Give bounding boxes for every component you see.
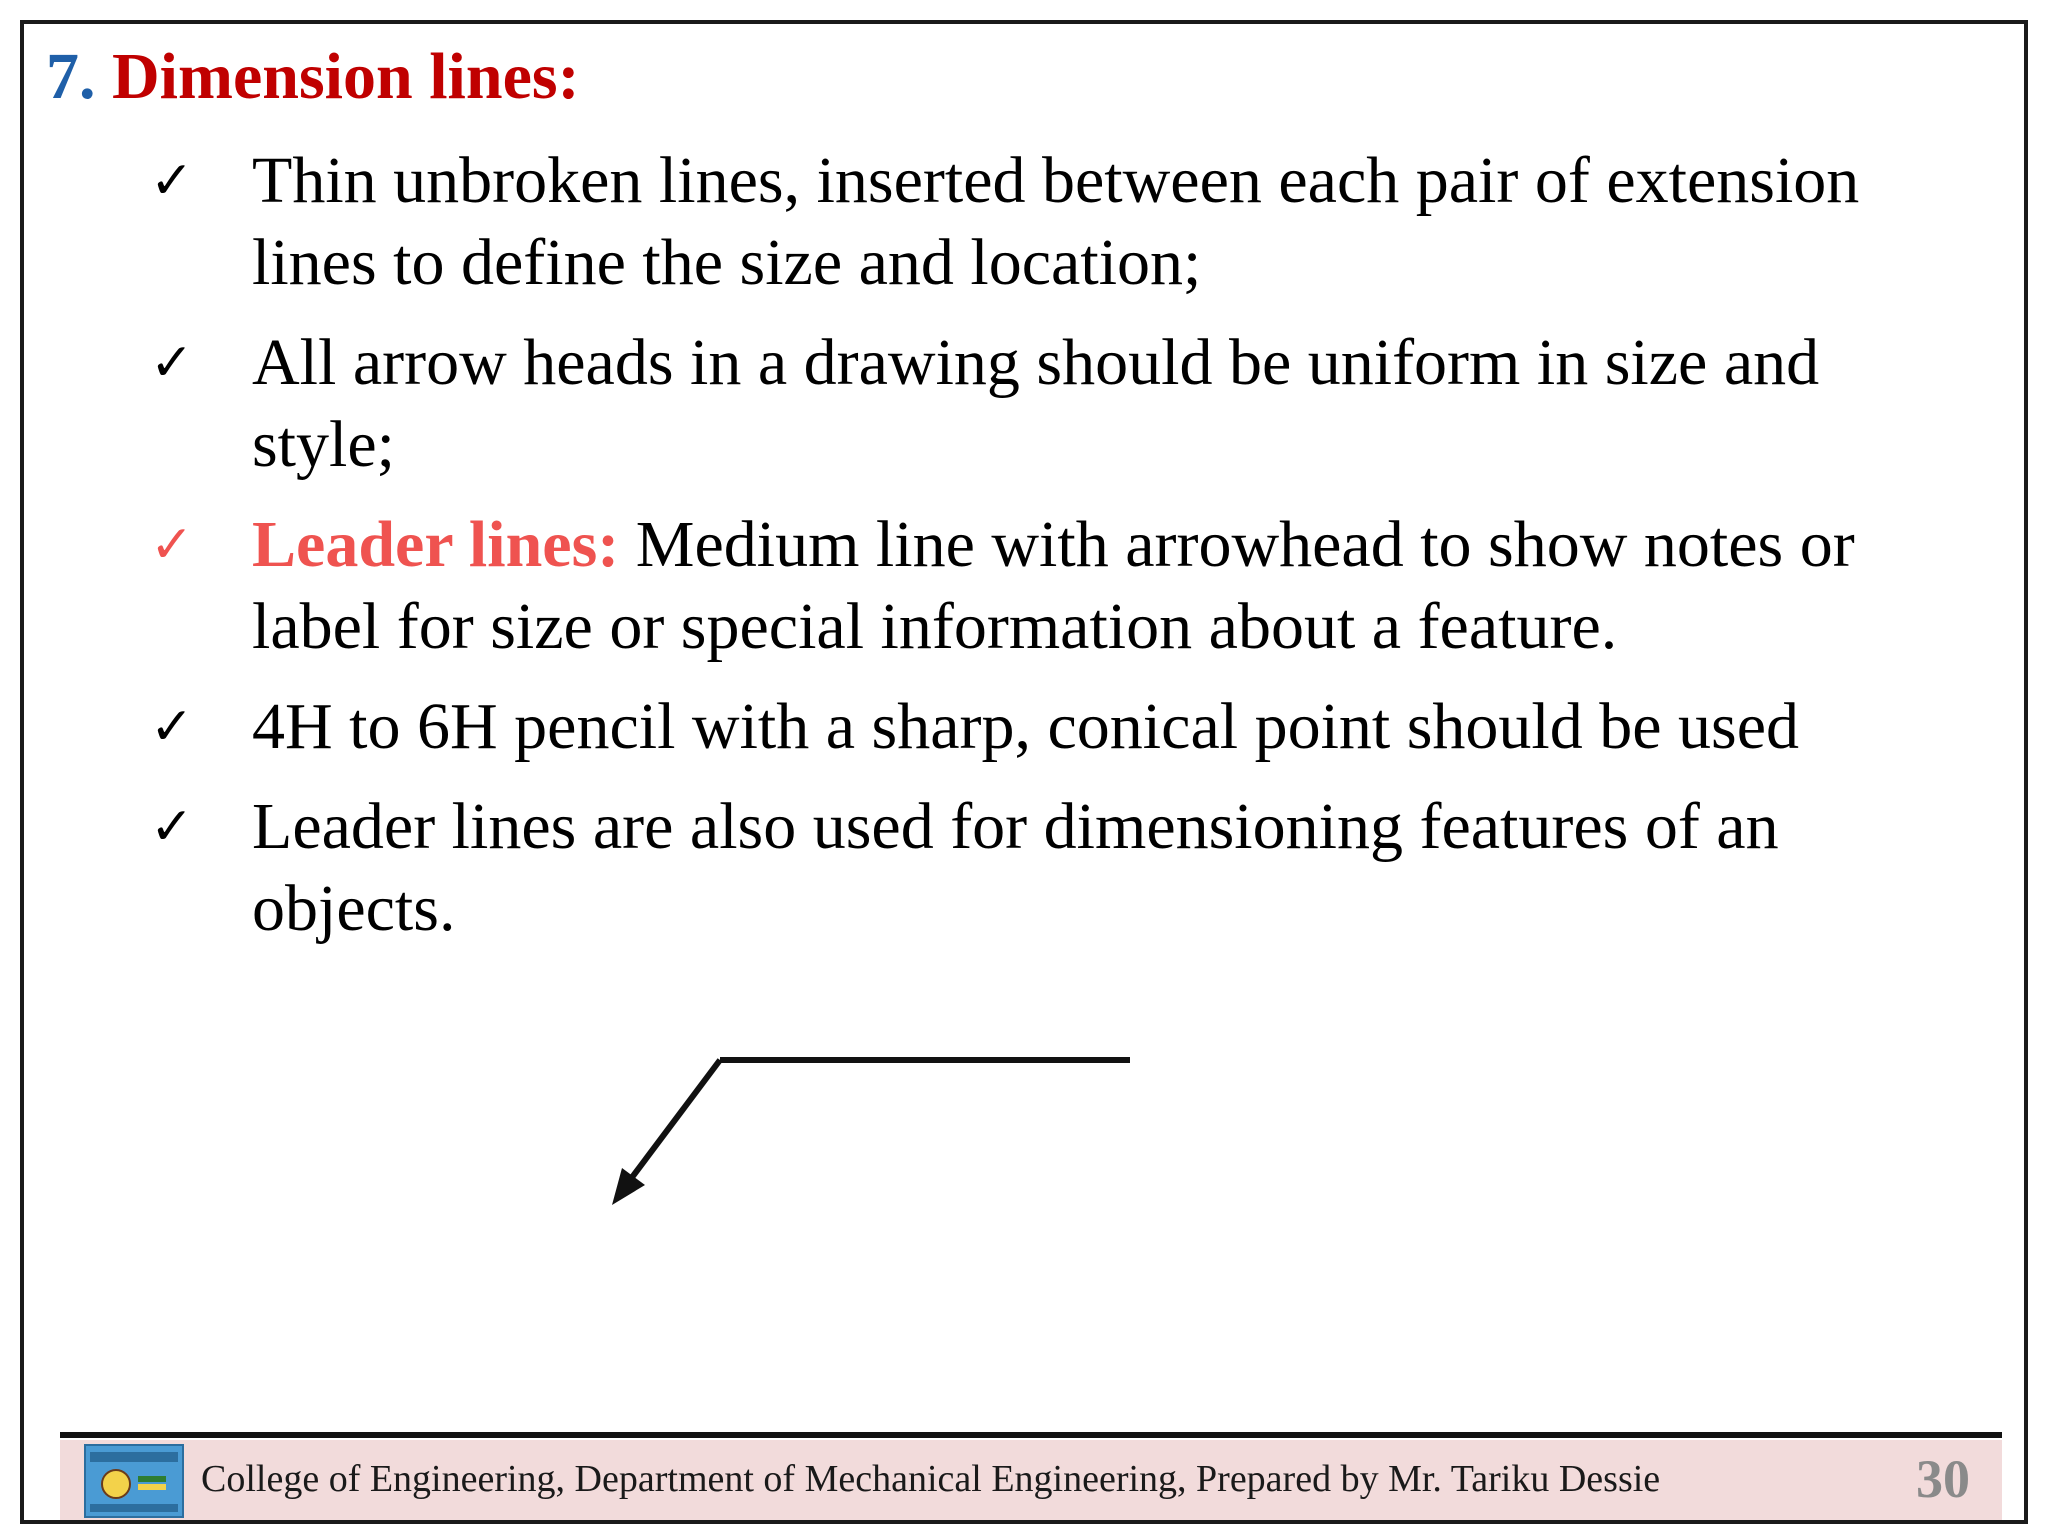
footer-rule xyxy=(60,1432,2002,1438)
check-icon: ✓ xyxy=(150,151,194,211)
footer xyxy=(60,1440,2002,1520)
bullet-text: All arrow heads in a drawing should be uniform in size and style; xyxy=(252,326,1820,481)
page-number: 30 xyxy=(1916,1449,1970,1509)
leader-line-arrow-icon xyxy=(600,1040,1180,1260)
check-icon: ✓ xyxy=(150,333,194,393)
footer-text: College of Engineering, Department of Mechanical Engineering, Prepared by Mr. Tariku Dessie xyxy=(201,1458,1661,1500)
bullet-text: Medium line with arrowhead to show notes or label for size or special information about a feature. xyxy=(252,508,1855,663)
leader-line-diagonal xyxy=(630,1060,720,1180)
bullet-item xyxy=(150,686,1950,768)
bullet-list xyxy=(150,140,1950,968)
arrowhead xyxy=(612,1168,645,1205)
bullet-item xyxy=(150,322,1950,486)
title-number: 7. xyxy=(46,40,96,113)
leader-lines-term: Leader lines: xyxy=(252,508,620,581)
check-icon: ✓ xyxy=(150,697,194,757)
bullet-item xyxy=(150,504,1950,668)
check-icon: ✓ xyxy=(150,515,194,575)
bullet-item xyxy=(150,140,1950,304)
bullet-text: 4H to 6H pencil with a sharp, conical point should be used xyxy=(252,690,1800,763)
bullet-item xyxy=(150,786,1950,950)
check-icon: ✓ xyxy=(150,797,194,857)
title-text: Dimension lines: xyxy=(112,40,580,113)
bullet-text: Leader lines are also used for dimensioning features of an objects. xyxy=(252,790,1779,945)
university-logo-icon xyxy=(84,1444,184,1518)
bullet-text: Thin unbroken lines, inserted between each pair of extension lines to define the size and location; xyxy=(252,144,1860,299)
slide-title xyxy=(46,42,580,112)
